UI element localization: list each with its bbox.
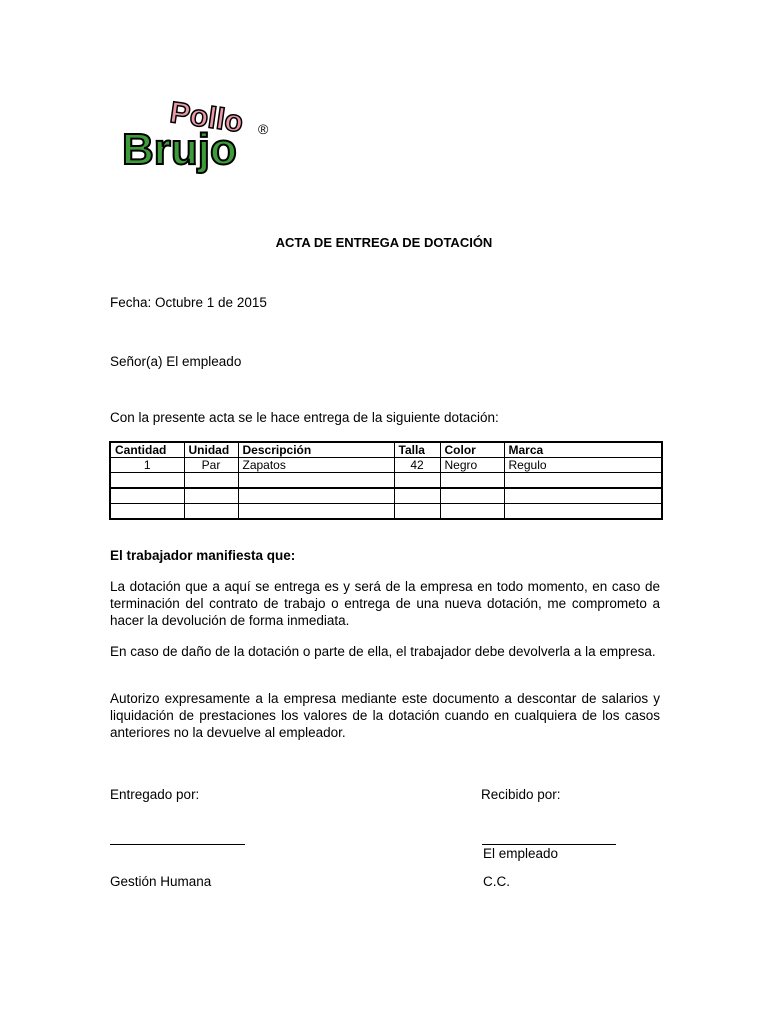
table-cell [110,504,184,520]
table-cell [504,504,662,520]
cc-label: C.C. [483,874,510,889]
table-row [110,504,662,520]
svg-text:®: ® [258,121,269,137]
table-cell [238,473,394,489]
table-cell [440,488,504,504]
table-cell [394,488,440,504]
entregado-label: Entregado por: [110,787,200,802]
col-header-color: Color [440,442,504,458]
svg-text:Brujo: Brujo [122,125,237,174]
table-cell [440,504,504,520]
table-cell [394,473,440,489]
table-cell [440,473,504,489]
table-cell [394,504,440,520]
table-cell [504,488,662,504]
paragraph-2: En caso de daño de la dotación o parte de ella, el trabajador debe devolverla a la empresa. [110,644,656,659]
table-header-row [110,442,662,458]
table-cell: Par [184,458,238,473]
intro-text: Con la presente acta se le hace entrega de la siguiente dotación: [110,410,499,425]
table-cell [110,488,184,504]
table-cell [184,473,238,489]
col-header-marca: Marca [504,442,662,458]
manifiesta-heading: El trabajador manifiesta que: [110,548,296,563]
dotacion-table [109,441,663,520]
table-cell [184,488,238,504]
table-cell: Negro [440,458,504,473]
svg-text:Pollo: Pollo [167,96,246,140]
col-header-cantidad: Cantidad [110,442,184,458]
table-cell [184,504,238,520]
table-cell [238,504,394,520]
paragraph-1: La dotación que a aquí se entrega es y será de la empresa en todo momento, en caso de terminación del contrato de trabajo o entrega de una nueva dotación, me comprometo a hacer la devolución de forma inmediata. [110,579,660,628]
col-header-descripcion: Descripción [238,442,394,458]
paragraph-3: Autorizo expresamente a la empresa mediante este documento a descontar de salarios y liquidación de prestaciones los valores de la dotación cuando en cualquiera de los casos anteriores no la devuelve al empleador. [110,691,660,740]
recipient: Señor(a) El empleado [110,354,242,369]
table-cell [110,473,184,489]
pollo-brujo-logo [110,84,280,184]
gestion-label: Gestión Humana [110,874,212,889]
table-cell [504,473,662,489]
recibido-label: Recibido por: [481,787,561,802]
table-row [110,473,662,489]
table-cell: Zapatos [238,458,394,473]
empleado-label: El empleado [483,846,559,861]
table-row [110,488,662,504]
signature-line-entregado [110,844,245,845]
col-header-talla: Talla [394,442,440,458]
col-header-unidad: Unidad [184,442,238,458]
table-row [110,458,662,473]
table-cell: 1 [110,458,184,473]
document-title: ACTA DE ENTREGA DE DOTACIÓN [275,235,493,250]
table-cell [238,488,394,504]
fecha: Fecha: Octubre 1 de 2015 [110,295,267,310]
table-cell: 42 [394,458,440,473]
table-cell: Regulo [504,458,662,473]
